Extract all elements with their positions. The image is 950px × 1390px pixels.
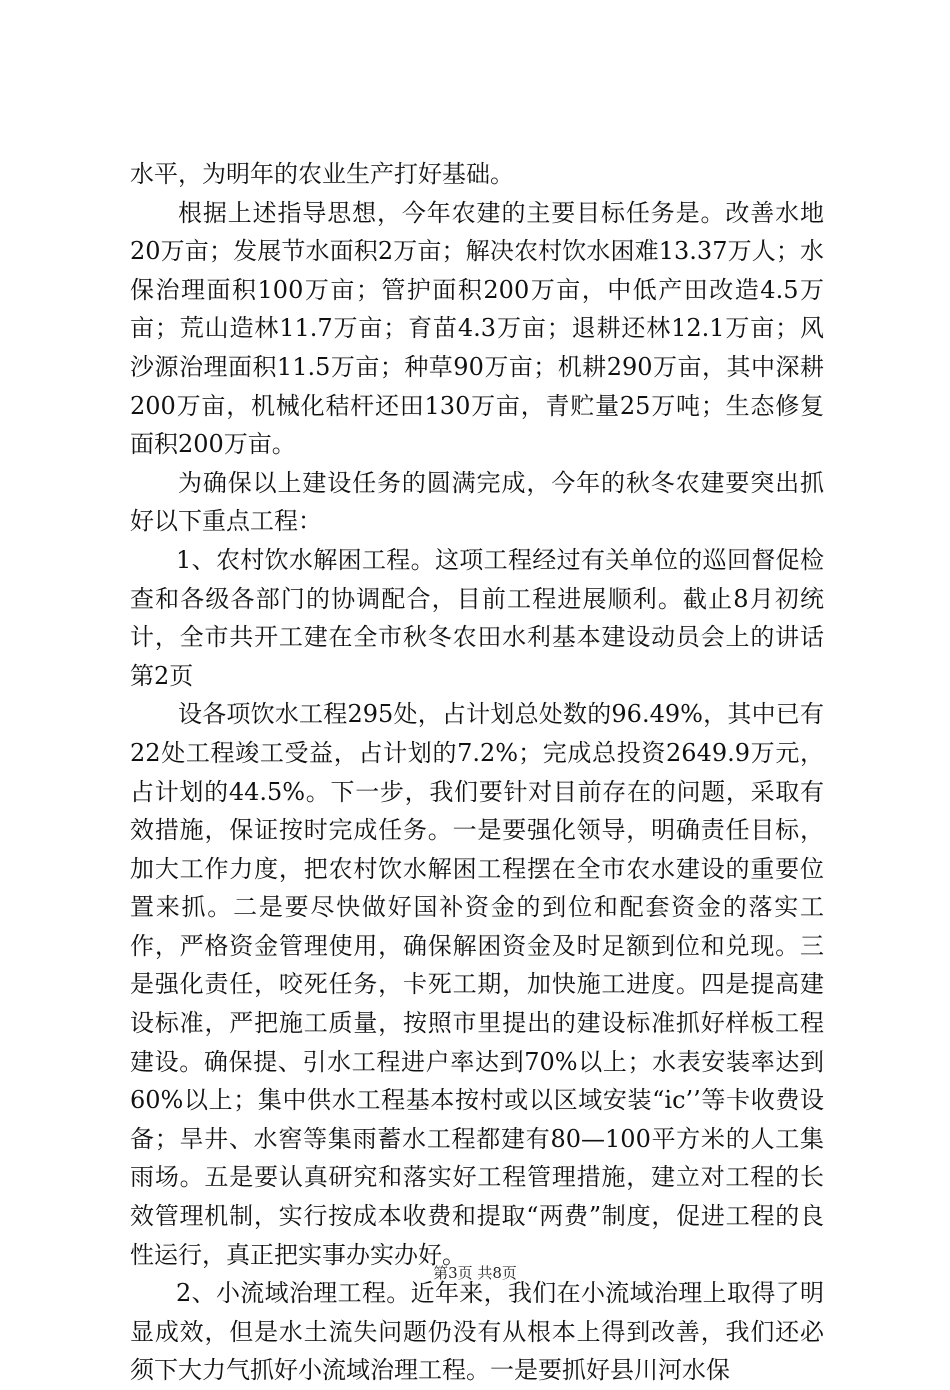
paragraph-targets: 根据上述指导思想，今年农建的主要目标任务是。改善水地20万亩；发展节水面积2万亩；解决农村饮水困难13.37万人；水保治理面积100万亩；管护面积200万亩，中低产田改造4.5万亩；荒山造林11.7万亩；育苗4.3万亩；退耕还林12.1万亩；风沙源治理面积11.5万亩；种草90万亩；机耕290万亩，其中深耕200万亩，机械化秸杆还田130万亩，青贮量25万吨；生态修复面积200万亩。	[130, 198, 824, 459]
page-footer: 第3页 共8页	[433, 1264, 517, 1282]
paragraph-key-projects-intro: 为确保以上建设任务的圆满完成，今年的秋冬农建要突出抓好以下重点工程：	[130, 468, 824, 536]
paragraph-drinking-water-project: 1、农村饮水解困工程。这项工程经过有关单位的巡回督促检查和各级各部门的协调配合，目前工程进展顺利。截止8月初统计，全市共开工建在全市秋冬农田水利基本建设动员会上的讲话第2页	[130, 545, 824, 690]
document-body	[130, 155, 824, 1390]
paragraph-drinking-water-details: 设各项饮水工程295处，占计划总处数的96.49%，其中已有22处工程竣工受益，占计划的7.2%；完成总投资2649.9万元，占计划的44.5%。下一步，我们要针对目前存在的问题，采取有效措施，保证按时完成任务。一是要强化领导，明确责任目标，加大工作力度，把农村饮水解困工程摆在全市农水建设的重要位置来抓。二是要尽快做好国补资金的到位和配套资金的落实工作，严格资金管理使用，确保解困资金及时足额到位和兑现。三是强化责任，咬死任务，卡死工期，加快施工进度。四是提高建设标准，严把施工质量，按照市里提出的建设标准抓好样板工程建设。确保提、引水工程进户率达到70%以上；水表安装率达到60%以上；集中供水工程基本按村或以区域安装“ic’’等卡收费设备；旱井、水窖等集雨蓄水工程都建有80—100平方米的人工集雨场。五是要认真研究和落实好工程管理措施，建立对工程的长效管理机制，实行按成本收费和提取“两费”制度，促进工程的良性运行，真正把实事办实办好。	[130, 700, 824, 1269]
paragraph-watershed-project: 2、小流域治理工程。近年来，我们在小流域治理上取得了明显成效，但是水土流失问题仍没有从根本上得到改善，我们还必须下大力气抓好小流域治理工程。一是要抓好县川河水保	[130, 1279, 824, 1385]
paragraph-continuation: 水平，为明年的农业生产打好基础。	[130, 160, 514, 188]
